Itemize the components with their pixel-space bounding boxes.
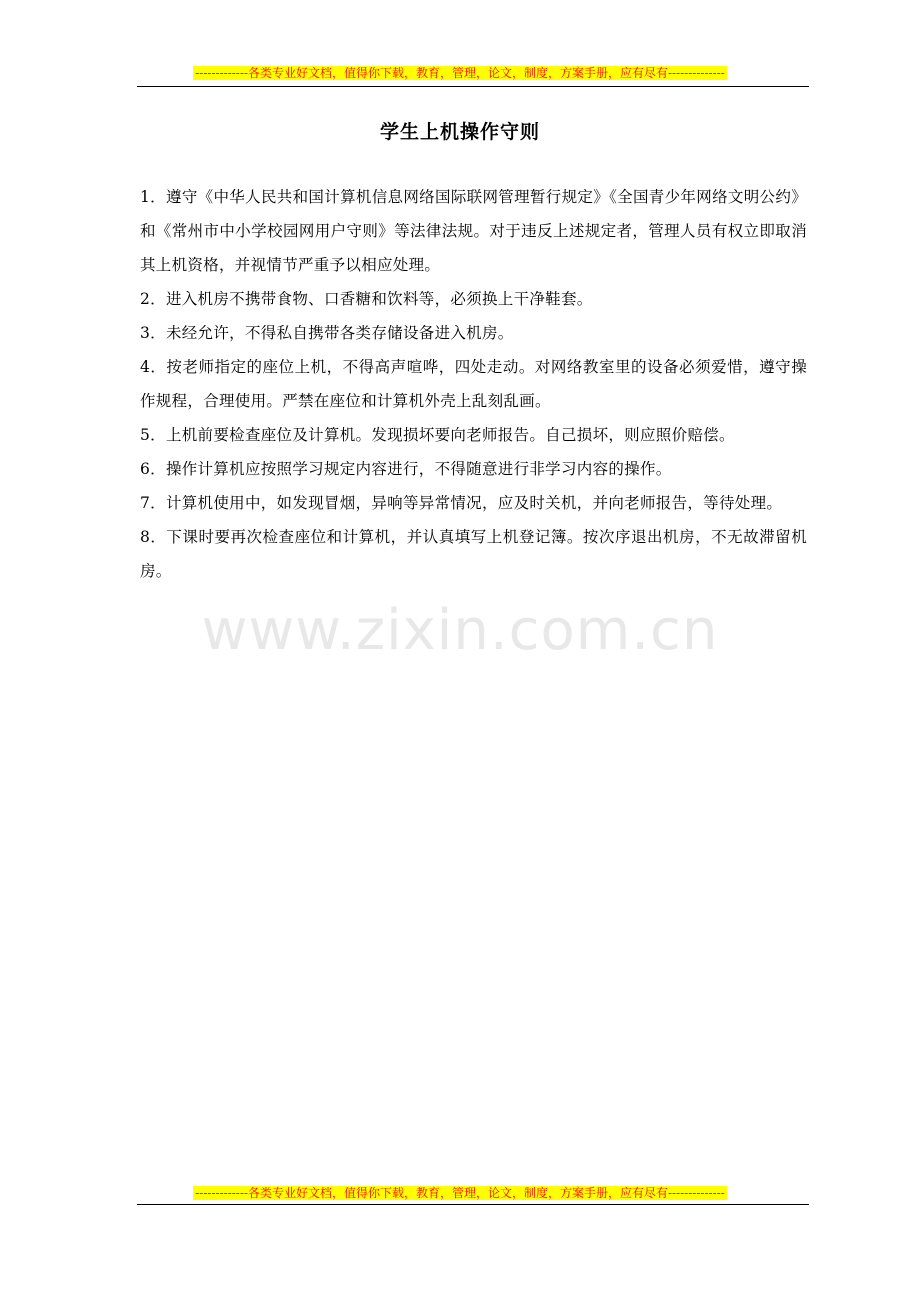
footer-banner <box>0 1186 920 1200</box>
rule-item-2: 2．进入机房不携带食物、口香糖和饮料等，必须换上干净鞋套。 <box>140 290 593 308</box>
header-banner-text: -------------各类专业好文档，值得你下载，教育，管理，论文，制度，方案手册，应有尽有-------------- <box>195 66 725 80</box>
rule-item-4: 4．按老师指定的座位上机，不得高声喧哗，四处走动。对网络教室里的设备必须爱惜，遵守操作规程，合理使用。严禁在座位和计算机外壳上乱刻乱画。 <box>140 358 807 410</box>
rules-list <box>140 180 807 588</box>
rule-item-6: 6．操作计算机应按照学习规定内容进行，不得随意进行非学习内容的操作。 <box>140 460 672 478</box>
watermark: www.zixin.com.cn <box>201 598 719 663</box>
page-title: 学生上机操作守则 <box>379 121 540 143</box>
rule-item-8: 8．下课时要再次检查座位和计算机，并认真填写上机登记簿。按次序退出机房，不无故滞留机房。 <box>140 528 807 580</box>
rule-item-3: 3．未经允许，不得私自携带各类存储设备进入机房。 <box>140 324 514 342</box>
header-divider <box>137 86 809 87</box>
footer-divider <box>137 1204 809 1205</box>
rule-item-1: 1．遵守《中华人民共和国计算机信息网络国际联网管理暂行规定》《全国青少年网络文明公约》和《常州市中小学校园网用户守则》等法律法规。对于违反上述规定者，管理人员有权立即取消其上机资格，并视情节严重予以相应处理。 <box>140 188 807 274</box>
rule-item-7: 7．计算机使用中，如发现冒烟，异响等异常情况，应及时关机，并向老师报告，等待处理。 <box>140 494 783 512</box>
footer-banner-text: -------------各类专业好文档，值得你下载，教育，管理，论文，制度，方案手册，应有尽有-------------- <box>195 1186 725 1200</box>
rule-item-5: 5．上机前要检查座位及计算机。发现损坏要向老师报告。自己损坏，则应照价赔偿。 <box>140 426 735 444</box>
header-banner <box>0 66 920 80</box>
